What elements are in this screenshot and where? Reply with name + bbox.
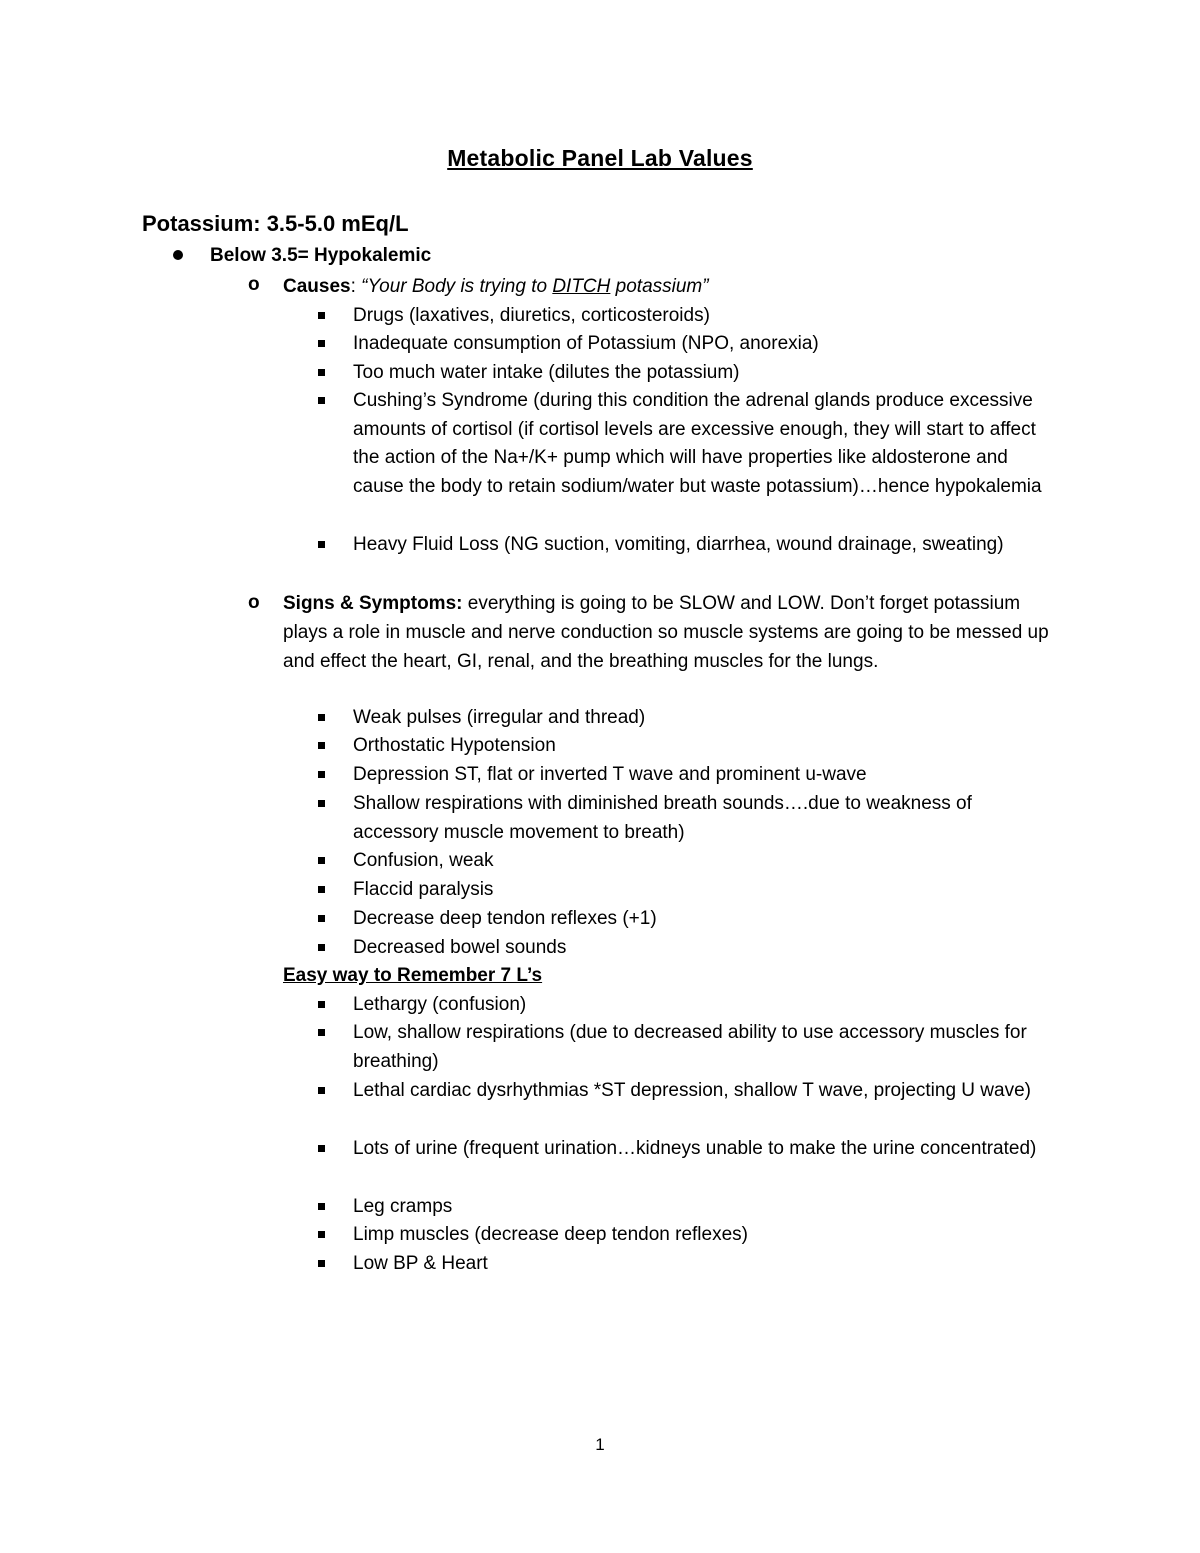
square-bullet-icon	[318, 857, 325, 864]
causes-quote-underlined: DITCH	[552, 276, 611, 297]
list-item: Leg cramps	[353, 1196, 453, 1217]
causes-label: Causes	[283, 276, 351, 297]
bullet-dot-icon	[173, 250, 183, 260]
list-item: Depression ST, flat or inverted T wave and prominent u-wave	[353, 764, 867, 785]
remember-heading: Easy way to Remember 7 L’s	[283, 965, 543, 986]
causes-colon: :	[350, 276, 362, 297]
list-item: Confusion, weak	[353, 850, 494, 871]
square-bullet-icon	[318, 742, 325, 749]
list-item: Decrease deep tendon reflexes (+1)	[353, 908, 657, 929]
hollow-bullet-icon: o	[248, 274, 260, 295]
list-item: Heavy Fluid Loss (NG suction, vomiting, diarrhea, wound drainage, sweating)	[353, 534, 1004, 555]
square-bullet-icon	[318, 771, 325, 778]
square-bullet-icon	[318, 1029, 325, 1036]
causes-quote-after: potassium”	[610, 276, 709, 297]
square-bullet-icon	[318, 1145, 325, 1152]
square-bullet-icon	[318, 800, 325, 807]
list-item: Inadequate consumption of Potassium (NPO, anorexia)	[353, 333, 819, 354]
causes-line	[283, 272, 1063, 301]
list-item: Low, shallow respirations (due to decreased ability to use accessory muscles for breathing)	[353, 1022, 1027, 1072]
square-bullet-icon	[318, 714, 325, 721]
page-title: Metabolic Panel Lab Values	[447, 145, 753, 171]
list-item: Orthostatic Hypotension	[353, 735, 556, 756]
square-bullet-icon	[318, 1231, 325, 1238]
square-bullet-icon	[318, 886, 325, 893]
square-bullet-icon	[318, 1001, 325, 1008]
signs-paragraph	[283, 589, 1063, 676]
square-bullet-icon	[318, 1087, 325, 1094]
causes-quote-before: “Your Body is trying to	[361, 276, 553, 297]
list-item: Lethal cardiac dysrhythmias *ST depression, shallow T wave, projecting U wave)	[353, 1080, 1031, 1101]
square-bullet-icon	[318, 397, 325, 404]
square-bullet-icon	[318, 1203, 325, 1210]
hollow-bullet-icon: o	[248, 592, 260, 613]
square-bullet-icon	[318, 312, 325, 319]
square-bullet-icon	[318, 340, 325, 347]
signs-label: Signs & Symptoms:	[283, 593, 463, 614]
list-item: Limp muscles (decrease deep tendon reflexes)	[353, 1224, 748, 1245]
square-bullet-icon	[318, 541, 325, 548]
square-bullet-icon	[318, 944, 325, 951]
square-bullet-icon	[318, 369, 325, 376]
list-item: Flaccid paralysis	[353, 879, 494, 900]
list-item: Shallow respirations with diminished breath sounds….due to weakness of accessory muscle movement to breath)	[353, 793, 972, 843]
list-item: Lots of urine (frequent urination…kidneys unable to make the urine concentrated)	[353, 1138, 1037, 1159]
signs-text: everything is going to be SLOW and LOW. Don’t forget potassium plays a role in muscle and nerve conduction so muscle systems are going to be messed up and effect the heart, GI, renal, and the breathing muscles for the lungs.	[283, 593, 1049, 672]
list-item: Cushing’s Syndrome (during this condition the adrenal glands produce excessive amounts of cortisol (if cortisol levels are excessive enough, they will start to affect the action of the Na+/K+ pump which will have properties like aldosterone and cause the body to retain sodium/water but waste potassium)…hence hypokalemia	[353, 390, 1042, 497]
potassium-heading: Potassium: 3.5-5.0 mEq/L	[142, 211, 409, 236]
square-bullet-icon	[318, 1260, 325, 1267]
list-item: Weak pulses (irregular and thread)	[353, 707, 646, 728]
list-item: Lethargy (confusion)	[353, 994, 527, 1015]
list-item: Drugs (laxatives, diuretics, corticosteroids)	[353, 305, 710, 326]
page-number: 1	[595, 1435, 605, 1454]
list-item: Decreased bowel sounds	[353, 937, 567, 958]
square-bullet-icon	[318, 915, 325, 922]
list-item: Too much water intake (dilutes the potassium)	[353, 362, 740, 383]
list-item: Low BP & Heart	[353, 1253, 488, 1274]
hypokalemic-label: Below 3.5= Hypokalemic	[210, 245, 432, 266]
